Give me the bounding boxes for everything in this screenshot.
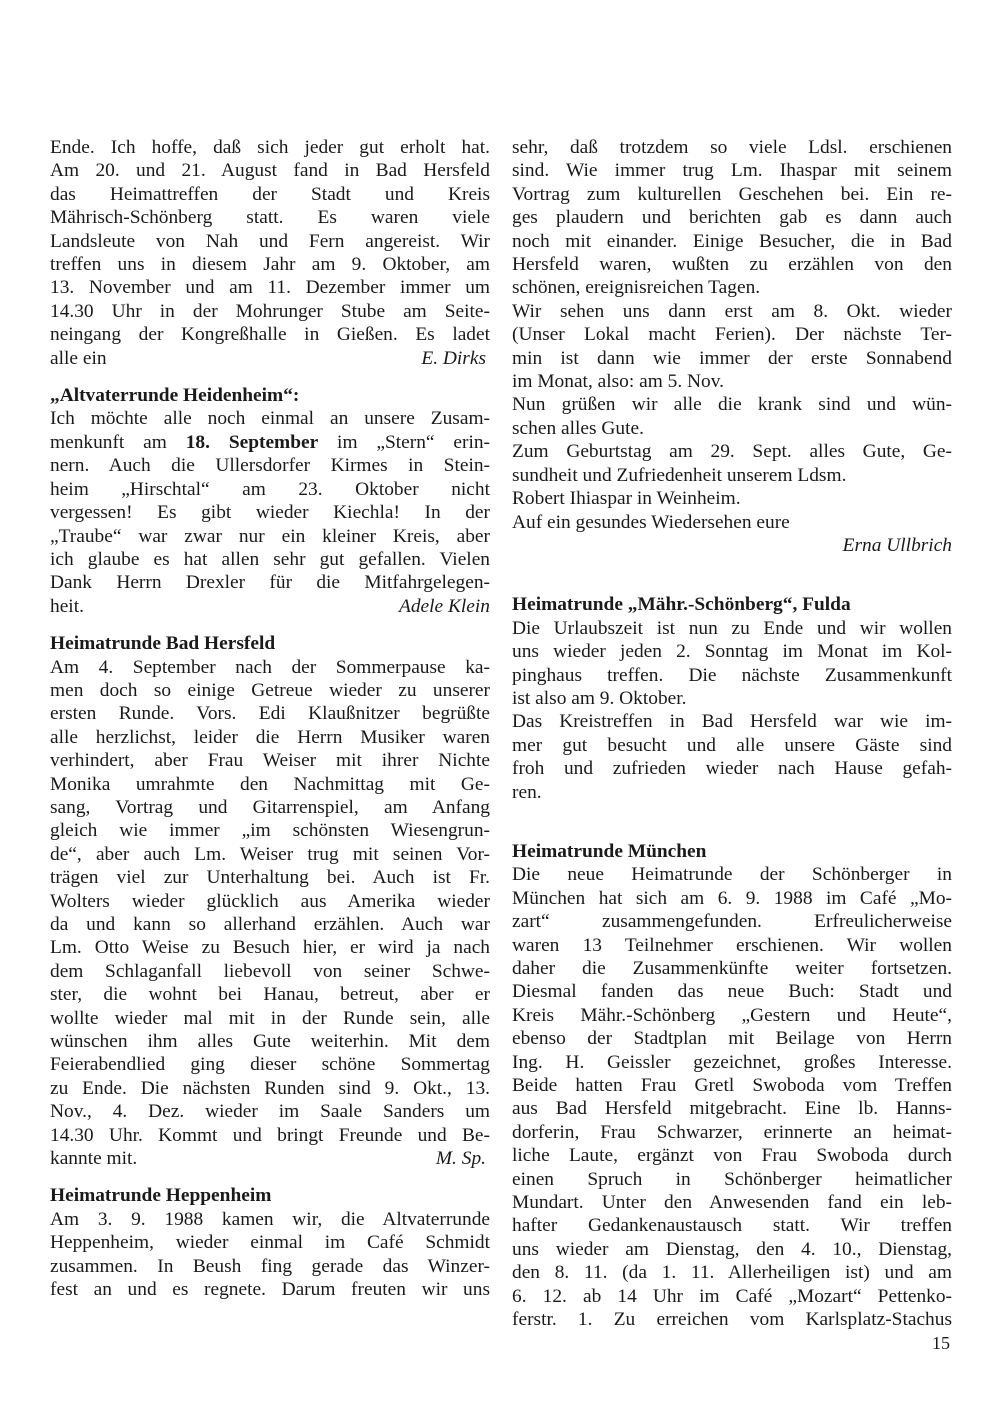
text-line: ebenso der Stadtplan mit Beilage von Herrn <box>512 1028 952 1050</box>
text-line: nern. Auch die Ullersdorfer Kirmes in Stein- <box>50 455 490 477</box>
text-line: min ist dann wie immer der erste Sonnabend <box>512 347 952 369</box>
text-line: zart“ zusammengefunden. Erfreulicherweise <box>512 911 952 933</box>
section-heading-fulda: Heimatrunde „Mähr.-Schönberg“, Fulda <box>512 594 851 616</box>
author-signature: E. Dirks <box>421 347 486 369</box>
text-line: ist also am 9. Oktober. <box>512 687 687 709</box>
text-line: Zum Geburtstag am 29. Sept. alles Gute, Ge- <box>512 441 952 463</box>
section-heading-altvaterrunde-heidenheim: „Altvaterrunde Heidenheim“: <box>50 385 300 407</box>
text-line: Ich möchte alle noch einmal an unsere Zusam- <box>50 408 490 430</box>
text-line: vergessen! Es gibt wieder Kiechla! In der <box>50 502 490 524</box>
text-line: uns wieder jeden 2. Sonntag im Monat im Kol- <box>512 641 952 663</box>
text-line: Ende. Ich hoffe, daß sich jeder gut erholt hat. <box>50 137 490 158</box>
paragraph-heidenheim <box>50 407 490 618</box>
text-line: alle ein <box>50 347 107 369</box>
text-line: zusammen. In Beush fing gerade das Winzer- <box>50 1255 490 1277</box>
text-line: 14.30 Uhr. Kommt und bringt Freunde und Be- <box>50 1124 490 1146</box>
paragraph-muenchen <box>512 863 952 1331</box>
text-line: ges plaudern und berichten gab es dann auch <box>512 207 952 229</box>
text-line: Kreis Mähr.-Schönberg „Gestern und Heute“, <box>512 1004 952 1026</box>
text-line: schönen, ereignisreichen Tagen. <box>512 277 761 299</box>
text-line: München hat sich am 6. 9. 1988 im Café „Mo- <box>512 887 952 909</box>
text-line: noch mit einander. Einige Besucher, die in Bad <box>512 230 952 252</box>
text-line: gleich wie immer „im schönsten Wiesengrun- <box>50 820 490 842</box>
text-line: liche Laute, ergänzt von Frau Swoboda durch <box>512 1145 952 1167</box>
text-line: aus Bad Hersfeld mitgebracht. Eine lb. Hanns- <box>512 1098 952 1120</box>
author-signature: Adele Klein <box>399 595 490 617</box>
text-line: dorferin, Frau Schwarzer, erinnerte an heimat- <box>512 1121 952 1143</box>
text-line: trägen viel zur Unterhaltung bei. Auch ist Fr. <box>50 867 490 889</box>
paragraph-greetings <box>512 393 952 440</box>
text-line: einen Spruch in Schönberger heimatlicher <box>512 1168 952 1190</box>
page-number: 15 <box>932 1333 950 1353</box>
text-line: Diesmal fanden das neue Buch: Stadt und <box>512 981 952 1003</box>
section-heading-bad-hersfeld: Heimatrunde Bad Hersfeld <box>50 633 276 655</box>
text-line: 6. 12. ab 14 Uhr im Café „Mozart“ Pettenko- <box>512 1285 952 1307</box>
text-line: da und kann so allerhand erzählen. Auch war <box>50 914 490 935</box>
text-fragment: menkunft am <box>50 431 186 453</box>
text-line: Hersfeld waren, wußten zu erzählen von den <box>512 254 952 276</box>
text-line: 14.30 Uhr in der Mohrunger Stube am Seite- <box>50 300 490 322</box>
text-line: heit. <box>50 595 84 617</box>
text-line: waren 13 Teilnehmer erschienen. Wir wollen <box>512 934 952 956</box>
text-line: ferstr. 1. Zu erreichen vom Karlsplatz-Stachus <box>512 1309 952 1331</box>
text-line: Robert Ihiaspar in Weinheim. <box>512 488 741 510</box>
text-line: daher die Zusammenkünfte weiter fortsetzen. <box>512 958 952 979</box>
text-line: sind. Wie immer trug Lm. Ihaspar mit seinem <box>512 160 952 182</box>
text-line: kannte mit. <box>50 1148 138 1170</box>
text-line-with-signature <box>50 1147 490 1170</box>
text-line: fest an und es regnete. Darum freuten wir uns <box>50 1279 490 1301</box>
text-line: ster, die wohnt bei Hanau, betreut, aber er <box>50 984 490 1006</box>
text-line: Das Kreistreffen in Bad Hersfeld war wie im- <box>512 711 952 733</box>
text-line: den 8. 11. (da 1. 11. Allerheiligen ist) und am <box>512 1262 952 1284</box>
text-line: Heppenheim, wieder einmal im Café Schmidt <box>50 1232 490 1254</box>
text-line: neingang der Kongreßhalle in Gießen. Es ladet <box>50 324 490 346</box>
text-line: sang, Vortrag und Gitarrenspiel, am Anfang <box>50 796 490 818</box>
text-line: Nov., 4. Dez. wieder im Saale Sanders um <box>50 1101 490 1123</box>
text-line: schen alles Gute. <box>512 417 644 439</box>
text-line: treffen uns in diesem Jahr am 9. Oktober, am <box>50 254 490 276</box>
text-line: dem Schlaganfall liebevoll von seiner Schwe- <box>50 960 490 982</box>
text-line: Lm. Otto Weise zu Besuch hier, er wird ja nach <box>50 937 490 959</box>
text-line: im Monat, also: am 5. Nov. <box>512 371 725 393</box>
paragraph-bad-hersfeld <box>50 656 490 1171</box>
text-line: Wolters wieder glücklich aus Amerika wieder <box>50 890 490 912</box>
text-line: men doch so einige Getreue wieder zu unserer <box>50 679 490 701</box>
text-line: Mährisch-Schönberg statt. Es waren viele <box>50 207 490 229</box>
text-line: uns wieder am Dienstag, den 4. 10., Dienstag, <box>512 1238 952 1260</box>
paragraph-fulda <box>512 617 952 711</box>
bold-date: 18. September <box>185 431 319 453</box>
author-signature: M. Sp. <box>435 1148 486 1170</box>
text-line: Beide hatten Frau Gretl Swoboda vom Treffen <box>512 1075 952 1097</box>
text-fragment: im „Stern“ erin- <box>318 431 490 453</box>
text-line: Am 20. und 21. August fand in Bad Hersfeld <box>50 160 490 182</box>
text-line: mer gut besucht und alle unsere Gäste sind <box>512 734 952 756</box>
paragraph-birthday <box>512 440 952 557</box>
text-line: Die neue Heimatrunde der Schönberger in <box>512 864 952 886</box>
text-line: ren. <box>512 781 542 803</box>
paragraph-kreistreffen <box>512 710 952 804</box>
left-column <box>50 136 490 1302</box>
text-line <box>50 431 490 454</box>
paragraph-dirks <box>50 136 490 370</box>
text-line: ersten Runde. Vors. Edi Klaußnitzer begrüßte <box>50 703 490 725</box>
paragraph-heppenheim <box>50 1208 490 1302</box>
text-line: Vortrag zum kulturellen Geschehen bei. Ein re- <box>512 183 952 205</box>
text-line: alle herzlichst, leider die Herrn Musiker waren <box>50 726 490 748</box>
text-line: verhindert, aber Frau Weiser mit ihrer Nichte <box>50 750 490 772</box>
text-line: das Heimattreffen der Stadt und Kreis <box>50 183 490 205</box>
text-line: hafter Gedankenaustausch statt. Wir treffen <box>512 1215 952 1237</box>
text-line: Feierabendlied ging dieser schöne Sommertag <box>50 1054 490 1076</box>
text-line: zu Ende. Die nächsten Runden sind 9. Okt., 13. <box>50 1077 490 1099</box>
text-line: 13. November und am 11. Dezember immer um <box>50 277 490 299</box>
section-heading-heppenheim: Heimatrunde Heppenheim <box>50 1185 272 1207</box>
text-line: wünschen ihm alles Gute weiterhin. Mit dem <box>50 1031 490 1053</box>
text-line: „Traube“ war zwar nur ein kleiner Kreis, aber <box>50 525 490 547</box>
text-line: heim „Hirschtal“ am 23. Oktober nicht <box>50 478 490 500</box>
text-line: (Unser Lokal macht Ferien). Der nächste Ter- <box>512 324 952 346</box>
section-heading-muenchen: Heimatrunde München <box>512 840 707 862</box>
text-line: Die Urlaubszeit ist nun zu Ende und wir wollen <box>512 617 952 639</box>
text-line: Landsleute von Nah und Fern angereist. Wir <box>50 230 490 252</box>
paragraph-next-meeting <box>512 300 952 394</box>
right-column <box>512 136 952 1332</box>
text-line-with-signature <box>50 347 490 370</box>
text-line: Wir sehen uns dann erst am 8. Okt. wieder <box>512 300 952 322</box>
text-line: Nun grüßen wir alle die krank sind und wün- <box>512 394 952 416</box>
text-line: froh und zufrieden wieder nach Hause gefah- <box>512 758 952 780</box>
text-line: ich glaube es hat allen sehr gut gefallen. Vielen <box>50 548 490 570</box>
text-line: Ing. H. Geissler gezeichnet, großes Interesse. <box>512 1051 952 1073</box>
text-line-with-signature <box>50 595 490 618</box>
text-line: Monika umrahmte den Nachmittag mit Ge- <box>50 773 490 795</box>
paragraph-heppenheim-continued <box>512 136 952 300</box>
text-line: de“, aber auch Lm. Weiser trug mit seinen Vor- <box>50 843 490 865</box>
text-line: Am 4. September nach der Sommerpause ka- <box>50 656 490 678</box>
text-line: Mundart. Unter den Anwesenden fand ein leb- <box>512 1192 952 1214</box>
text-line: Am 3. 9. 1988 kamen wir, die Altvaterrunde <box>50 1208 490 1230</box>
text-line: wollte wieder mal mit in der Runde sein, alle <box>50 1007 490 1029</box>
author-signature: Erna Ullbrich <box>842 534 952 556</box>
text-line: Dank Herrn Drexler für die Mitfahrgelegen- <box>50 572 490 594</box>
text-line: Auf ein gesundes Wiedersehen eure <box>512 511 790 533</box>
text-line: sundheit und Zufriedenheit unserem Ldsm. <box>512 464 847 486</box>
text-line: pinghaus treffen. Die nächste Zusammenkunft <box>512 664 952 686</box>
text-line: sehr, daß trotzdem so viele Ldsl. erschienen <box>512 137 952 158</box>
